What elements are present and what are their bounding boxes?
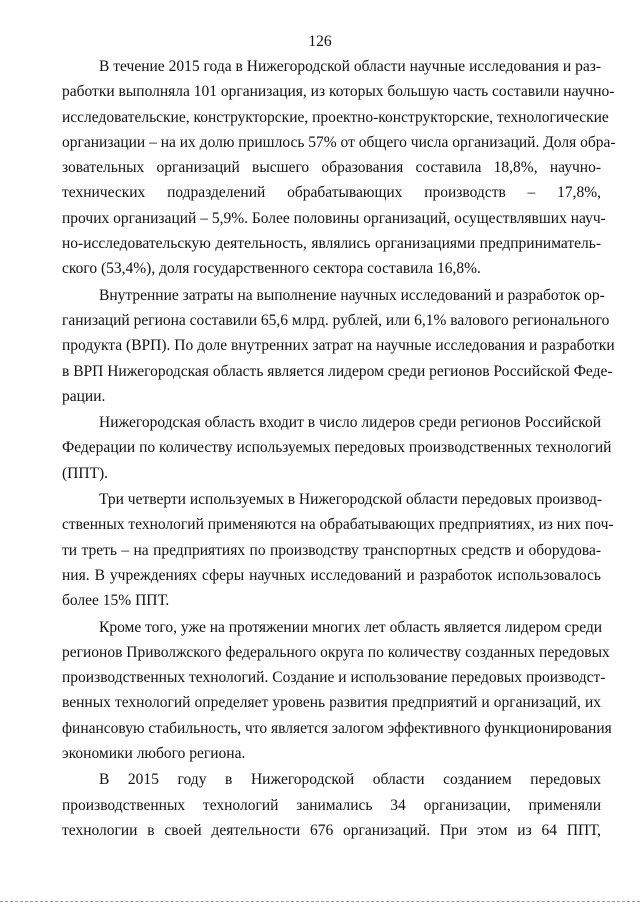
text-line: ского (53,4%), доля государственного сектора составила 16,8%. [62,260,481,278]
text-line: рации. [62,387,106,405]
page-bottom-edge [0,901,640,906]
text-line: Три четверти используемых в Нижегородской области передовых производ- [99,491,603,509]
text-line: исследовательские, конструкторские, проектно-конструкторские, технологические [62,108,609,126]
text-line: технологии в своей деятельности 676 организаций. При этом из 64 ППТ, [62,821,601,839]
paragraph-volga-leadership [62,615,612,767]
text-line: В 2015 году в Нижегородской области созданием передовых [99,771,601,789]
text-line: ганизаций региона составили 65,6 млрд. рублей, или 6,1% валового регионального [62,311,610,329]
text-line: зовательных организаций высшего образования составила 18,8%, научно- [62,159,601,177]
text-line: организации – на их долю пришлось 57% от общего числа организаций. Доля обра- [62,133,616,151]
page-number: 126 [308,33,332,50]
text-line: более 15% ППТ. [62,592,170,610]
text-line: Внутренние затраты на выполнение научных исследований и разработок ор- [99,286,605,304]
text-line: прочих организаций – 5,9%. Более половины организаций, осуществлявших науч- [62,209,606,227]
text-line: финансовую стабильность, что является залогом эффективного функционирования [62,719,612,737]
text-line: Кроме того, уже на протяжении многих лет область является лидером среди [99,618,603,636]
text-line: в ВРП Нижегородская область является лидером среди регионов Российской Феде- [62,362,613,380]
text-line: (ППТ). [62,464,109,482]
text-line: ния. В учреждениях сферы научных исследований и разработок использовалось [62,566,601,584]
paragraph-2015-technologies [62,767,601,843]
paragraph-internal-costs [62,283,615,409]
text-line: производственных технологий занимались 34 организации, применяли [62,796,601,814]
text-line: ти треть – на предприятиях по производству транспортных средств и оборудова- [62,541,601,559]
text-line: ственных технологий применяются на обрабатывающих предприятиях, из них поч- [62,516,614,534]
text-line: производственных технологий. Создание и использование передовых производст- [62,669,606,687]
body-text [62,54,616,843]
text-line: Федерации по количеству используемых передовых производственных технологий [62,439,612,457]
text-line: работки выполняла 101 организация, из которых большую часть составили научно- [62,83,615,101]
text-line: В течение 2015 года в Нижегородской области научные исследования и раз- [99,58,601,75]
text-line: Нижегородская область входит в число лидеров среди регионов Российской [99,414,601,432]
paragraph-leadership [62,410,612,486]
text-line: технических подразделений обрабатывающих производств – 17,8%, [62,184,601,202]
text-line: регионов Приволжского федерального округа по количеству созданных передовых [62,643,610,661]
text-line: экономики любого региона. [62,745,246,763]
text-line: продукта (ВРП). По доле внутренних затрат на научные исследования и разработки [62,337,615,355]
text-line: но-исследовательскую деятельность, являлись организациями предприниматель- [62,235,601,253]
text-line: венных технологий определяет уровень развития предприятий и организаций, их [62,694,601,712]
paragraph-research-organizations [62,54,616,282]
paragraph-technology-usage [62,487,614,613]
